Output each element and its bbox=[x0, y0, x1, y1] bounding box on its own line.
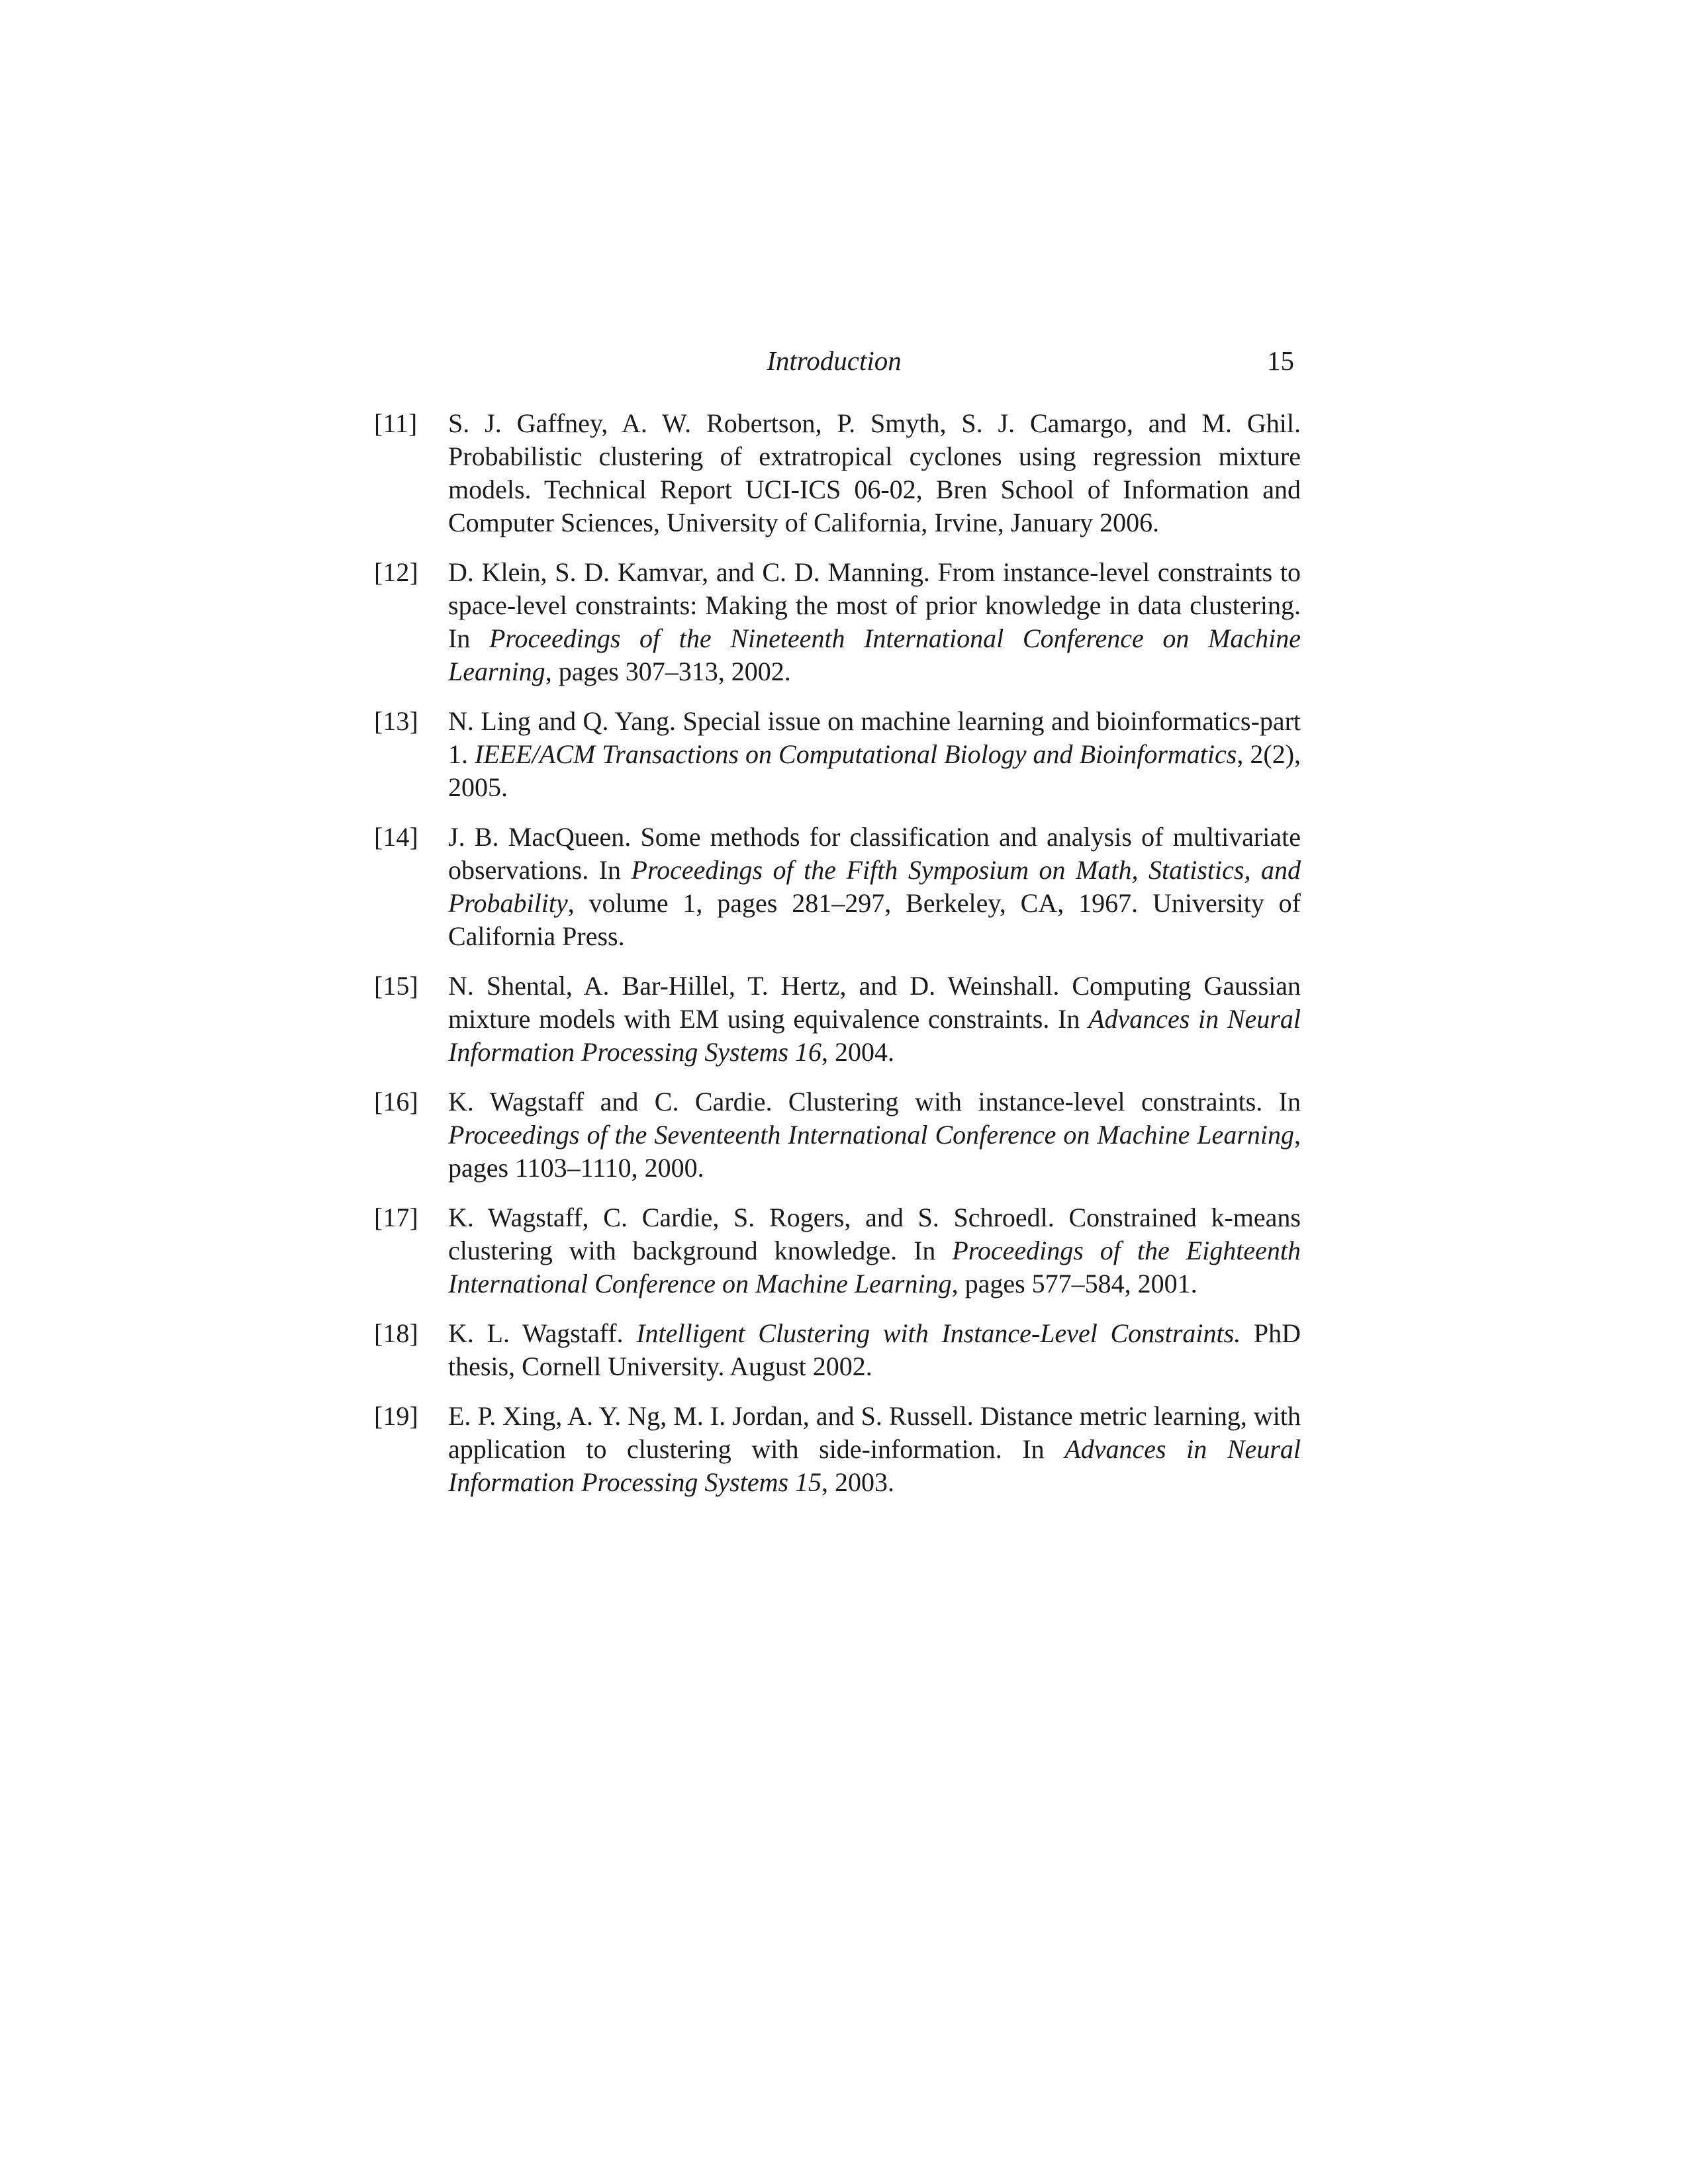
reference-number: [11] bbox=[374, 408, 418, 438]
reference-text: K. L. Wagstaff. bbox=[448, 1318, 637, 1348]
reference-venue: Proceedings of the Eighteenth International Conference on Machine Learning bbox=[448, 1236, 1301, 1298]
reference-text: J. B. MacQueen. Some methods for classification and analysis of multivariate observations. In bbox=[448, 822, 1301, 885]
reference-venue: Proceedings of the Fifth Symposium on Math, Statistics, and Probability bbox=[448, 855, 1301, 918]
reference-venue: Advances in Neural Information Processing Systems 16 bbox=[448, 1004, 1301, 1067]
reference-item bbox=[374, 705, 1301, 804]
reference-venue: Proceedings of the Nineteenth International Conference on Machine Learning bbox=[448, 623, 1301, 686]
reference-item bbox=[374, 1201, 1301, 1300]
reference-details: PhD thesis, Cornell University. August 2002. bbox=[448, 1318, 1301, 1381]
reference-venue: IEEE/ACM Transactions on Computational Biology and Bioinformatics bbox=[475, 739, 1237, 769]
reference-number: [15] bbox=[374, 971, 418, 1001]
reference-text: N. Ling and Q. Yang. Special issue on machine learning and bioinformatics-part 1. bbox=[448, 706, 1301, 769]
running-title: Introduction bbox=[767, 345, 902, 376]
reference-text: K. Wagstaff and C. Cardie. Clustering with instance-level constraints. In bbox=[448, 1087, 1301, 1116]
reference-venue: Proceedings of the Seventeenth International Conference on Machine Learning bbox=[448, 1120, 1294, 1150]
reference-text: S. J. Gaffney, A. W. Robertson, P. Smyth, S. J. Camargo, and M. Ghil. Probabilistic clustering of extratropical cyclones using regression mixture models. Technical Report UCI-ICS 06-02, Bren School of Information and Computer Sciences, University of California, Irvine, January 2006. bbox=[448, 408, 1301, 537]
page-number: 15 bbox=[1267, 345, 1294, 376]
reference-number: [16] bbox=[374, 1087, 418, 1116]
reference-venue: Intelligent Clustering with Instance-Level Constraints. bbox=[636, 1318, 1241, 1348]
reference-details: , pages 1103–1110, 2000. bbox=[448, 1120, 1301, 1183]
reference-list bbox=[374, 407, 1301, 1516]
reference-item bbox=[374, 407, 1301, 539]
reference-details: , 2004. bbox=[821, 1037, 895, 1067]
reference-item bbox=[374, 821, 1301, 953]
reference-details: , 2(2), 2005. bbox=[448, 739, 1301, 802]
reference-item bbox=[374, 1317, 1301, 1383]
reference-number: [18] bbox=[374, 1318, 418, 1348]
running-header bbox=[374, 341, 1294, 381]
reference-item bbox=[374, 556, 1301, 688]
reference-details: , volume 1, pages 281–297, Berkeley, CA, 1967. University of California Press. bbox=[448, 888, 1301, 951]
reference-text: D. Klein, S. D. Kamvar, and C. D. Manning. From instance-level constraints to space-level constraints: Making the most of prior knowledge in data clustering. In bbox=[448, 557, 1301, 653]
reference-item bbox=[374, 1400, 1301, 1499]
reference-number: [12] bbox=[374, 557, 418, 587]
reference-details: , pages 307–313, 2002. bbox=[545, 657, 791, 686]
reference-text: K. Wagstaff, C. Cardie, S. Rogers, and S. Schroedl. Constrained k-means clustering with background knowledge. In bbox=[448, 1203, 1301, 1265]
reference-number: [17] bbox=[374, 1203, 418, 1232]
reference-item bbox=[374, 970, 1301, 1069]
reference-details: , pages 577–584, 2001. bbox=[951, 1269, 1197, 1298]
reference-text: E. P. Xing, A. Y. Ng, M. I. Jordan, and S. Russell. Distance metric learning, with application to clustering with side-information. In bbox=[448, 1401, 1301, 1464]
reference-item bbox=[374, 1085, 1301, 1185]
reference-text: N. Shental, A. Bar-Hillel, T. Hertz, and D. Weinshall. Computing Gaussian mixture models with EM using equivalence constraints. In bbox=[448, 971, 1301, 1034]
reference-number: [13] bbox=[374, 706, 418, 736]
reference-details: , 2003. bbox=[821, 1467, 895, 1497]
reference-number: [19] bbox=[374, 1401, 418, 1431]
reference-venue: Advances in Neural Information Processing Systems 15 bbox=[448, 1434, 1301, 1497]
reference-number: [14] bbox=[374, 822, 418, 852]
